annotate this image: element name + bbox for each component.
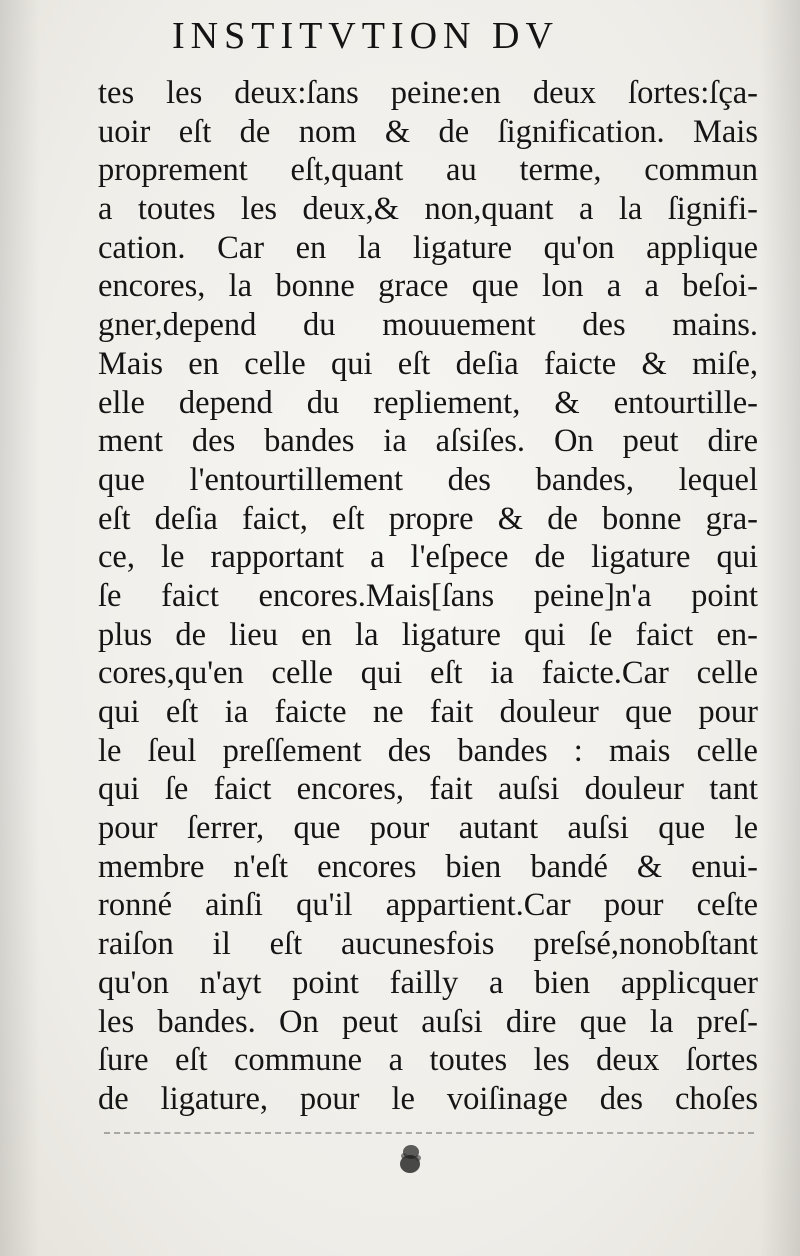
text-line: membre n'eſt encores bien bandé & enui-: [98, 848, 758, 885]
text-line: plus de lieu en la ligature qui ſe faict en-: [98, 616, 758, 653]
text-line: cores,qu'en celle qui eſt ia faicte.Car celle: [98, 655, 758, 692]
body-text: [98, 74, 758, 1119]
text-line: a toutes les deux,& non,quant a la ſignifi-: [98, 191, 758, 228]
text-line: ſe faict encores.Mais[ſans peine]n'a point: [98, 577, 758, 614]
text-line: raiſon il eſt aucunesfois preſsé,nonobſtant: [98, 926, 758, 963]
text-line: pour ſerrer, que pour autant auſsi que le: [98, 810, 758, 847]
text-line: qui eſt ia faicte ne fait douleur que pour: [98, 694, 758, 730]
text-line: elle depend du repliement, & entourtille-: [98, 384, 758, 421]
ink-blot-ornament-icon: [398, 1142, 424, 1176]
text-line: le ſeul preſſement des bandes : mais celle: [98, 732, 758, 769]
text-line: tes les deux:ſans peine:en deux ſortes:ſça-: [98, 75, 758, 111]
text-line: ce, le rapportant a l'eſpece de ligature qui: [98, 539, 758, 576]
text-line: encores, la bonne grace que lon a a beſoi-: [98, 268, 758, 305]
text-line: ment des bandes ia aſsiſes. On peut dire: [98, 423, 758, 460]
text-line: les bandes. On peut auſsi dire que la preſ-: [98, 1003, 758, 1040]
text-line: qu'on n'ayt point failly a bien applicquer: [98, 964, 758, 1001]
text-line: de ligature, pour le voiſinage des choſes: [98, 1080, 758, 1117]
page-edge-shadow-left: [0, 0, 40, 1256]
text-line: cation. Car en la ligature qu'on applique: [98, 229, 758, 266]
text-line: que l'entourtillement des bandes, lequel: [98, 461, 758, 498]
text-line: Mais en celle qui eſt deſia faicte & miſe,: [98, 345, 758, 382]
running-head: INSTITVTION DV: [172, 15, 559, 57]
text-line: proprement eſt,quant au terme, commun: [98, 152, 758, 189]
text-line: eſt deſia faict, eſt propre & de bonne gra-: [98, 500, 758, 537]
page-edge-shadow-right: [760, 0, 800, 1256]
text-line: ſure eſt commune a toutes les deux ſortes: [98, 1042, 758, 1079]
text-line: gner,depend du mouuement des mains.: [98, 307, 758, 344]
text-line: qui ſe faict encores, fait auſsi douleur tant: [98, 771, 758, 808]
text-line: ronné ainſi qu'il appartient.Car pour ceſte: [98, 887, 758, 924]
bottom-rule: [104, 1132, 754, 1134]
text-line: uoir eſt de nom & de ſignification. Mais: [98, 113, 758, 150]
